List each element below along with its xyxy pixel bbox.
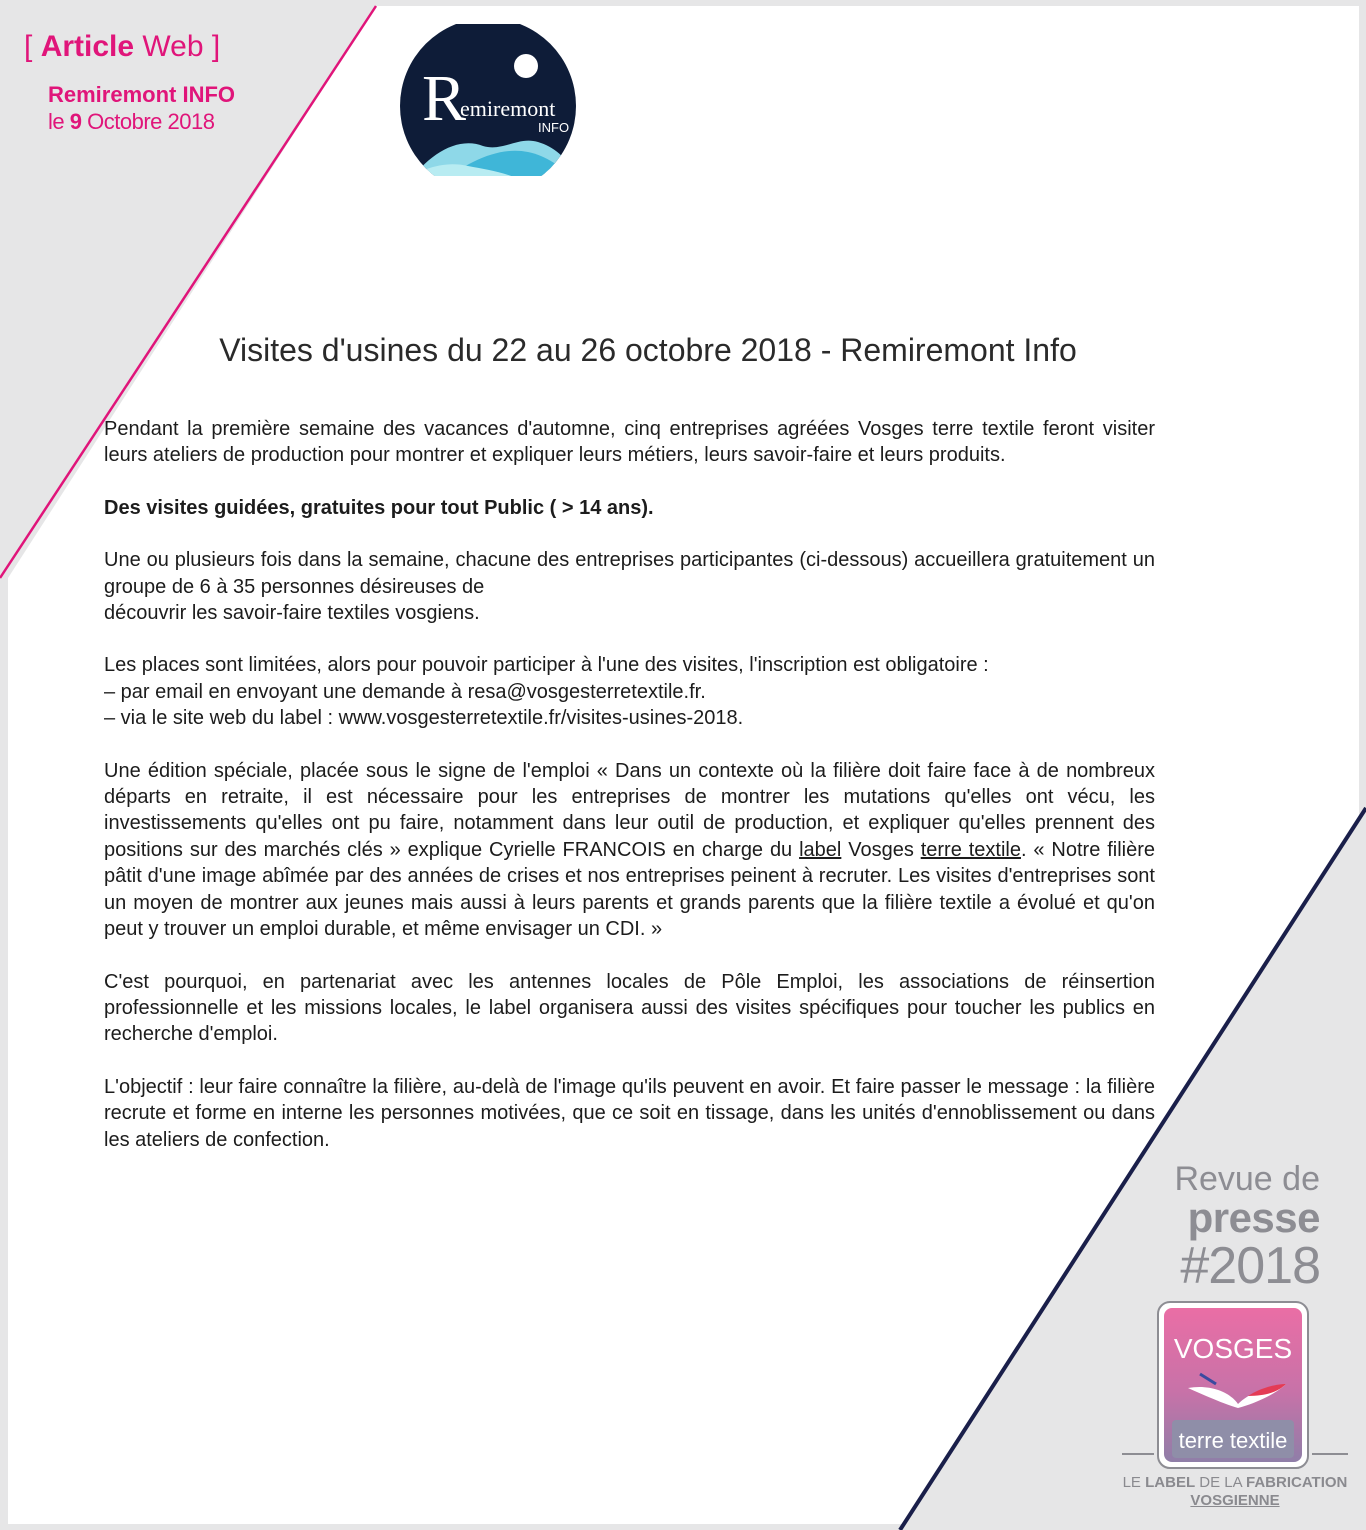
paragraph-objective: L'objectif : leur faire connaître la filière, au-delà de l'image qu'ils peuvent en avoir. Et faire passer le message : la filière recrute et forme en interne les personnes motivées, que ce soit en tissage, dans les unités d'ennoblissement ou dans les ateliers de confection.: [104, 1075, 1155, 1151]
revue-de-presse: Revue de presse #2018: [1174, 1160, 1320, 1295]
article-type: [ Article Web ]: [24, 30, 221, 63]
svg-text:emiremont: emiremont: [460, 96, 556, 121]
article-title: Visites d'usines du 22 au 26 octobre 2018 - Remiremont Info: [219, 332, 1077, 368]
svg-text:INFO: INFO: [538, 120, 570, 135]
svg-text:terre textile: terre textile: [1178, 1428, 1288, 1453]
label-tagline: LE LABEL DE LA FABRICATION VOSGIENNE: [1122, 1474, 1348, 1509]
publication-date: le 9 Octobre 2018: [48, 109, 215, 134]
article-body: [104, 416, 1155, 1179]
terre-textile-link[interactable]: terre textile: [920, 838, 1021, 861]
source-name: Remiremont INFO: [48, 82, 236, 107]
paragraph-quote: Une édition spéciale, placée sous le signe de l'emploi « Dans un contexte où la filière doit faire face à de nombreux départs en retraite, il est nécessaire pour les entreprises de montrer les mutations qu'elles ont vécu, les investissements qu'elles ont pu faire, notamment dans leur outil de production, et expliquer qu'elles prennent des positions sur des marchés clés » explique Cyrielle FRANCOIS en charge du label Vosges terre textile. « Notre filière pâtit d'une image abîmée par des années de crises et nos entreprises peinent à recruter. Les visites d'entreprises sont un moyen de montrer aux jeunes mais aussi à leurs parents et grands parents que la filière textile a évolué et qu'on peut y trouver un emploi durable, et même envisager un CDI. »: [104, 759, 1155, 941]
email-registration: – par email en envoyant une demande à resa@vosgesterretextile.fr.: [104, 680, 706, 703]
label-link[interactable]: label: [799, 838, 842, 861]
article-badge: [24, 28, 254, 136]
web-registration: – via le site web du label : www.vosgesterretextile.fr/visites-usines-2018.: [104, 707, 744, 730]
article-type-bold: Article: [40, 30, 135, 63]
paragraph-highlight: Des visites guidées, gratuites pour tout Public ( > 14 ans).: [104, 496, 654, 519]
paragraph-intro: Pendant la première semaine des vacances d'automne, cinq entreprises agréées Vosges terre textile feront visiter leurs ateliers de production pour montrer et expliquer leurs métiers, leurs savoir-faire et leurs produits.: [104, 418, 1155, 467]
svg-text:VOSGES: VOSGES: [1173, 1333, 1293, 1364]
paragraph-registration: Les places sont limitées, alors pour pouvoir participer à l'une des visites, l'inscription est obligatoire : – par email en envoyant une demande à resa@vosgesterretextile.fr. – via le site web du label : www.vosgesterretextile.fr/visites-usines-2018.: [104, 654, 989, 730]
paragraph-partnership: C'est pourquoi, en partenariat avec les antennes locales de Pôle Emploi, les associations de réinsertion professionnelle et les missions locales, le label organisera aussi des visites spécifiques pour toucher les publics en recherche d'emploi.: [104, 970, 1155, 1046]
remiremont-info-logo: [398, 24, 578, 184]
svg-text:R: R: [422, 62, 467, 135]
paragraph-groups: Une ou plusieurs fois dans la semaine, chacune des entreprises participantes (ci-dessous) accueillera gratuitement un groupe de 6 à 35 personnes désireuses de découvrir les savoir-faire textiles vosgiens.: [104, 549, 1155, 625]
article-type-rest: Web: [142, 30, 204, 63]
